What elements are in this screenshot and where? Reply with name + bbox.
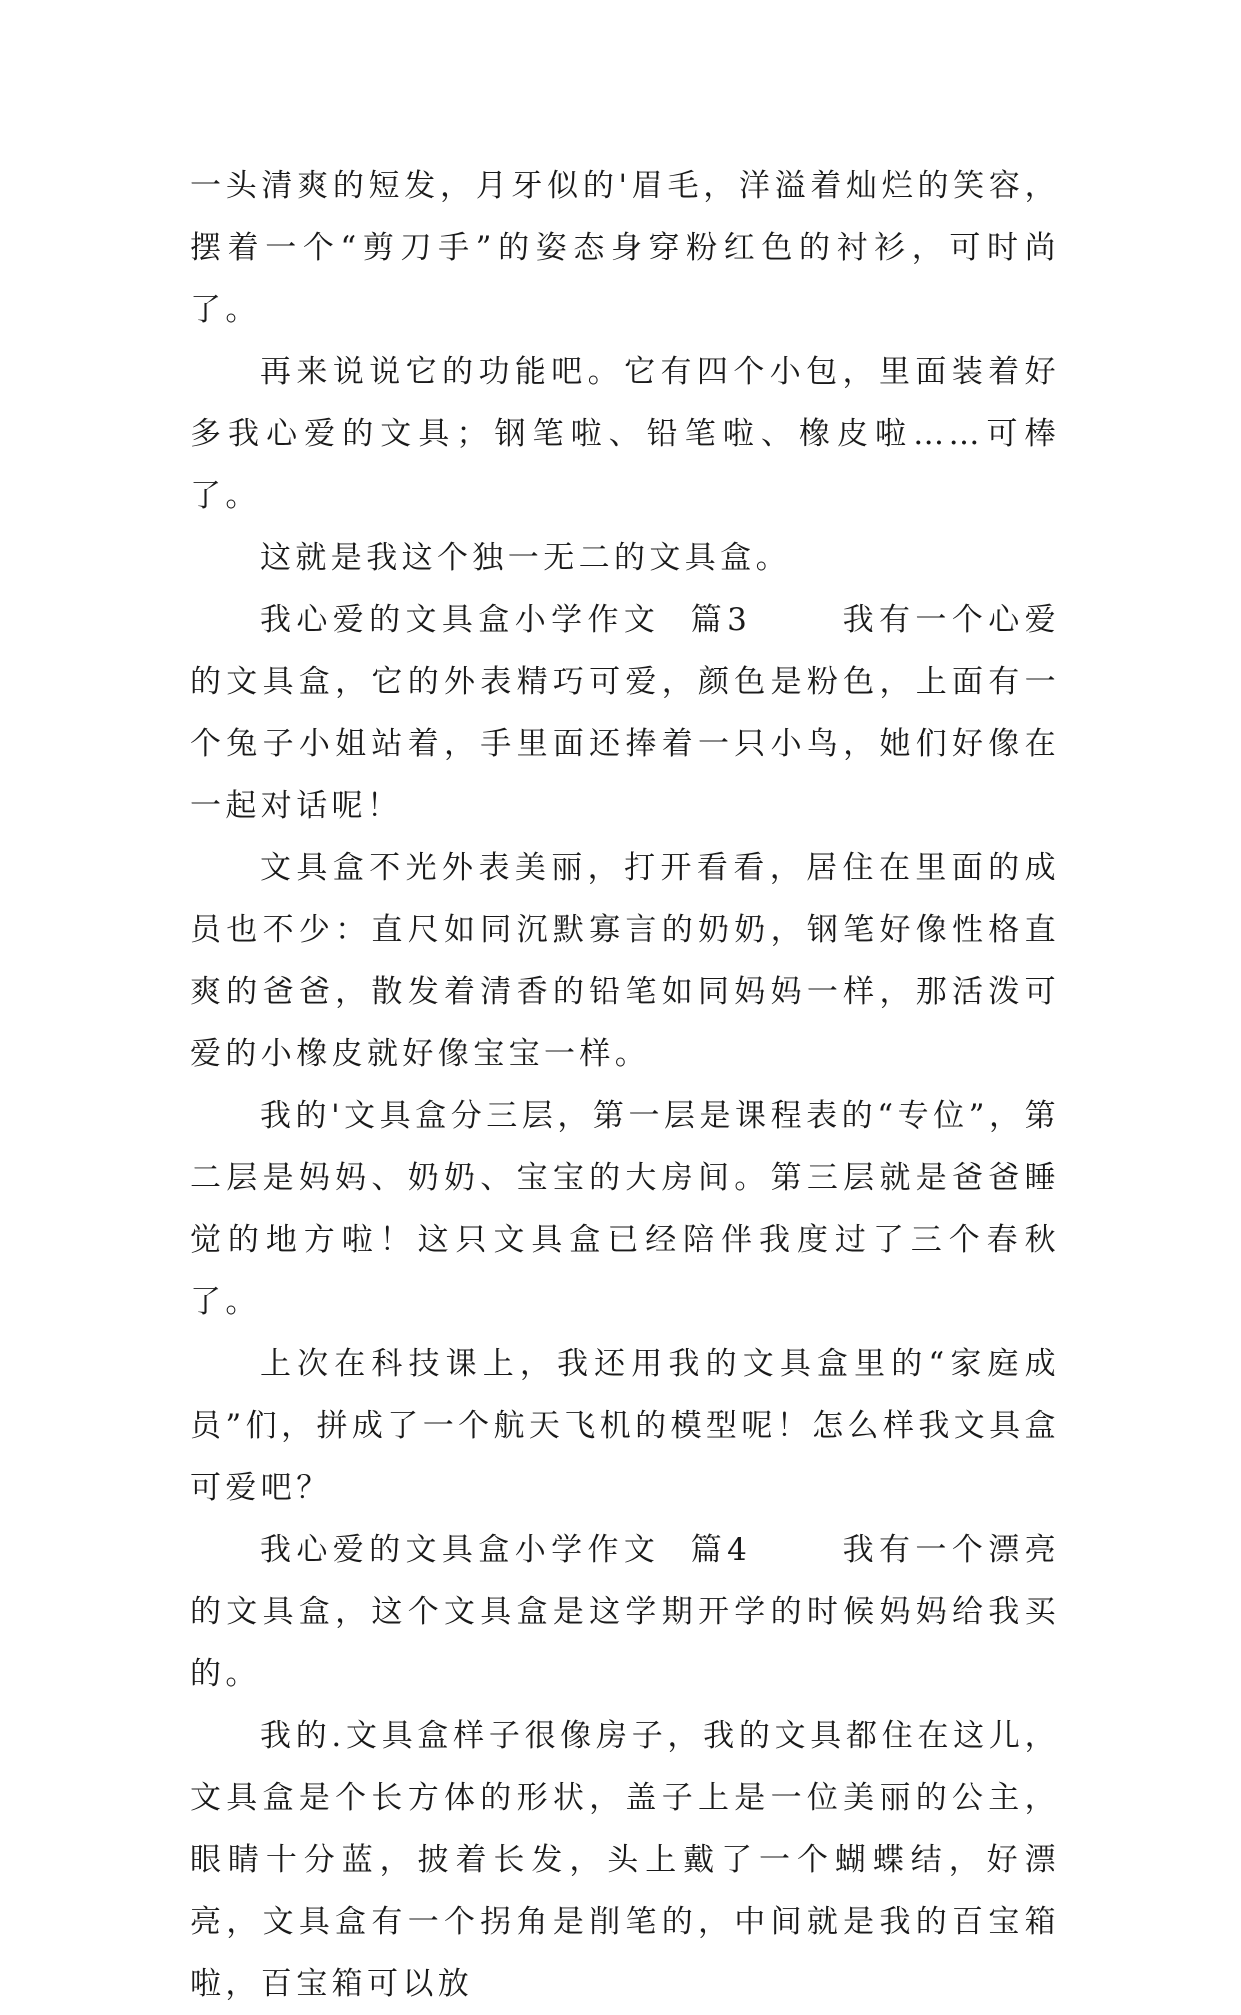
paragraph-4: 我心爱的文具盒小学作文 篇3 我有一个心爱的文具盒，它的外表精巧可爱，颜色是粉色，上面有一个兔子小姐站着，手里面还捧着一只小鸟，她们好像在一起对话呢！ <box>190 602 1060 824</box>
paragraph-9: 我的.文具盒样子很像房子，我的文具都住在这儿，文具盒是个长方体的形状，盖子上是一位美丽的公主，眼睛十分蓝，披着长发，头上戴了一个蝴蝶结，好漂亮，文具盒有一个拐角是削笔的，中间就是我的百宝箱啦，百宝箱可以放 <box>190 1718 1060 2002</box>
paragraph-1: 一头清爽的短发，月牙似的'眉毛，洋溢着灿烂的笑容，摆着一个“剪刀手”的姿态身穿粉红色的衬衫，可时尚了。 <box>190 168 1060 328</box>
paragraph-7: 上次在科技课上，我还用我的文具盒里的“家庭成员”们，拼成了一个航天飞机的模型呢！怎么样我文具盒可爱吧？ <box>190 1346 1060 1506</box>
paragraph-6: 我的'文具盒分三层，第一层是课程表的“专位”，第二层是妈妈、奶奶、宝宝的大房间。第三层就是爸爸睡觉的地方啦！这只文具盒已经陪伴我度过了三个春秋了。 <box>190 1098 1060 1320</box>
document-page <box>190 155 1060 2015</box>
paragraph-5: 文具盒不光外表美丽，打开看看，居住在里面的成员也不少：直尺如同沉默寡言的奶奶，钢笔好像性格直爽的爸爸，散发着清香的铅笔如同妈妈一样，那活泼可爱的小橡皮就好像宝宝一样。 <box>190 850 1060 1072</box>
paragraph-8: 我心爱的文具盒小学作文 篇4 我有一个漂亮的文具盒，这个文具盒是这学期开学的时候妈妈给我买的。 <box>190 1532 1060 1692</box>
paragraph-3: 这就是我这个独一无二的文具盒。 <box>260 540 791 576</box>
paragraph-2: 再来说说它的功能吧。它有四个小包，里面装着好多我心爱的文具；钢笔啦、铅笔啦、橡皮啦……可棒了。 <box>190 354 1060 514</box>
